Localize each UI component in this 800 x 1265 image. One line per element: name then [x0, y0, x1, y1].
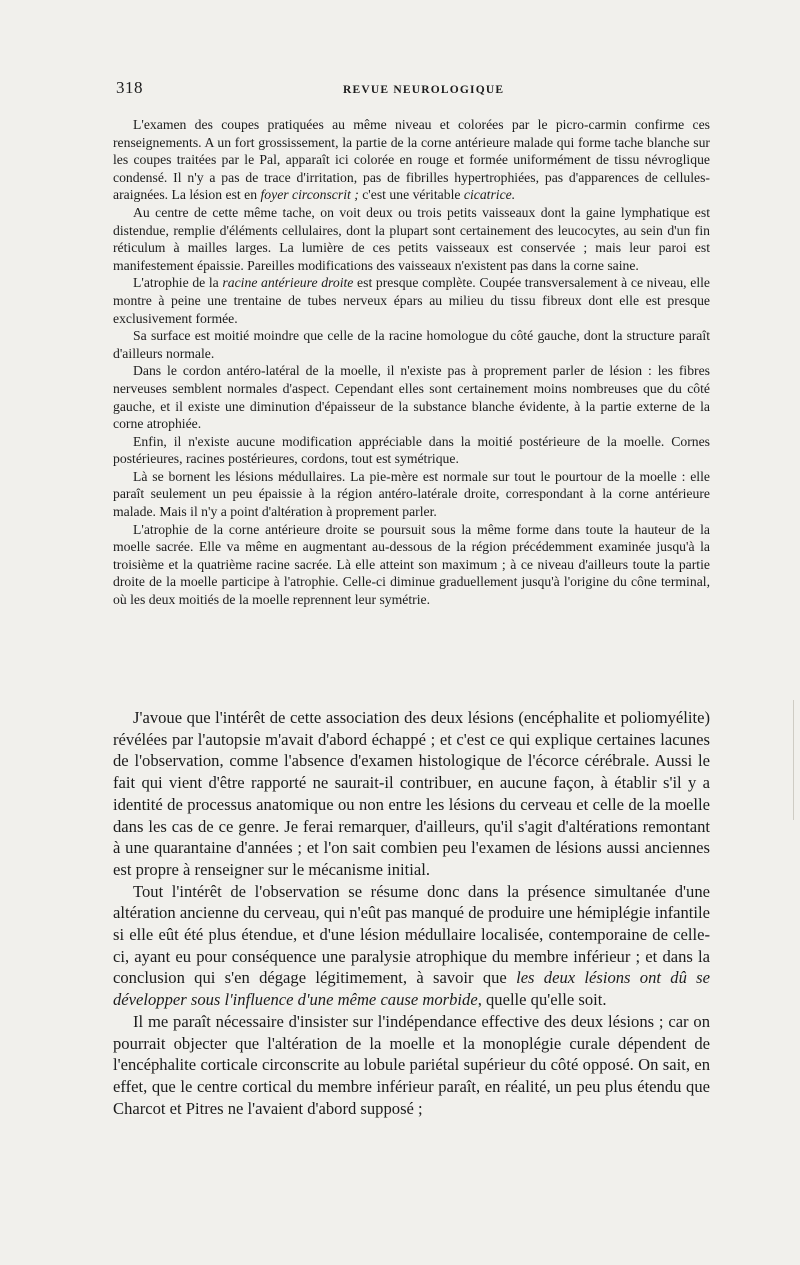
main-text-section: [113, 707, 710, 1119]
page-header: [113, 78, 710, 102]
paragraph: L'atrophie de la racine antérieure droite est presque complète. Coupée transversalement à ce niveau, elle montre à peine une trentaine de tubes nerveux épars au milieu du tissu fibreux dont elle est presque exclusivement formée.: [113, 275, 710, 326]
paragraph: J'avoue que l'intérêt de cette association des deux lésions (encéphalite et poliomyélite) révélées par l'autopsie m'avait d'abord échappé ; et c'est ce qui explique certaines lacunes de l'observation, comme l'absence d'examen histologique de l'écorce cérébrale. Aussi le fait qui vient d'être rapporté ne saurait-il contribuer, en aucune façon, à établir s'il y a identité de processus anatomique ou non entre les lésions du cerveau et celle de la moelle dans les cas de ce genre. Je ferai remarquer, d'ailleurs, qu'il s'agit d'altérations remontant à une quarantaine d'années ; et l'on sait combien peu l'examen de lésions aussi anciennes est propre à renseigner sur le mécanisme initial.: [113, 708, 710, 879]
small-print-section: [113, 116, 710, 609]
page-number: 318: [116, 78, 143, 97]
paragraph: Tout l'intérêt de l'observation se résume donc dans la présence simultanée d'une altération ancienne du cerveau, qui n'eût pas manqué de produire une hémiplégie infantile si elle eût été plus étendue, et d'une lésion médullaire localisée, contemporaine de celle-ci, ayant eu pour conséquence une paralysie atrophique du membre inférieur ; et dans la conclusion qui s'en dégage légitimement, à savoir que les deux lésions ont dû se développer sous l'influence d'une même cause morbide, quelle qu'elle soit.: [113, 881, 710, 1010]
running-title: REVUE NEUROLOGIQUE: [343, 84, 505, 96]
paragraph: Dans le cordon antéro-latéral de la moelle, il n'existe pas à proprement parler de lésion : les fibres nerveuses semblent normales d'aspect. Cependant elles sont certainement moins nombreuses que du côté gauche, et il existe une diminution d'épaisseur de la substance blanche évidente, à la partie externe de la corne atrophiée.: [113, 363, 710, 432]
paragraph: Il me paraît nécessaire d'insister sur l'indépendance effective des deux lésions ; car on pourrait objecter que l'altération de la moelle et la monoplégie curale dépendent de l'encéphalite corticale circonscrite au lobule pariétal supérieur du côté opposé. On sait, en effet, que le centre cortical du membre inférieur paraît, en réalité, un peu plus étendu que Charcot et Pitres ne l'avaient d'abord supposé ;: [113, 1011, 710, 1118]
paragraph: Là se bornent les lésions médullaires. La pie-mère est normale sur tout le pourtour de la moelle : elle paraît seulement un peu épaissie à la région antéro-latérale droite, correspondant à la corne antérieure malade. Mais il n'y a point d'altération à proprement parler.: [113, 468, 710, 520]
paragraph: Sa surface est moitié moindre que celle de la racine homologue du côté gauche, dont la structure paraît d'ailleurs normale.: [113, 328, 710, 361]
paragraph: Au centre de cette même tache, on voit deux ou trois petits vaisseaux dont la gaine lymphatique est distendue, remplie d'éléments cellulaires, dont la plupart sont certainement des leucocytes, au sein d'un fin réticulum à mailles larges. La lumière de ces petits vaisseaux est conservée ; mais leur paroi est manifestement épaissie. Pareilles modifications des vaisseaux n'existent pas dans la corne saine.: [113, 204, 710, 273]
paragraph: Enfin, il n'existe aucune modification appréciable dans la moitié postérieure de la moelle. Cornes postérieures, racines postérieures, cordons, tout est symétrique.: [113, 433, 710, 467]
paragraph: L'examen des coupes pratiquées au même niveau et colorées par le picro-carmin confirme ces renseignements. A un fort grossissement, la partie de la corne antérieure malade qui forme tache blanche sur les coupes traitées par le Pal, apparaît ici colorée en rouge et formée uniformément de tissu névroglique condensé. Il n'y a pas de trace d'irritation, pas de fibrilles hypertrophiées, pas d'apparences de cellules-araignées. La lésion est en foyer circonscrit ; c'est une véritable cicatrice.: [113, 117, 710, 203]
paragraph: L'atrophie de la corne antérieure droite se poursuit sous la même forme dans toute la hauteur de la moelle sacrée. Elle va même en augmentant au-dessous de la région précédemment examinée jusqu'à la troisième et la quatrième racine sacrée. Là elle atteint son maximum ; à ce niveau d'ailleurs toute la partie droite de la moelle participe à l'atrophie. Celle-ci diminue graduellement jusqu'à l'origine du cône terminal, où les deux moitiés de la moelle reprennent leur symétrie.: [113, 521, 710, 608]
page-edge-mark: [793, 700, 794, 820]
